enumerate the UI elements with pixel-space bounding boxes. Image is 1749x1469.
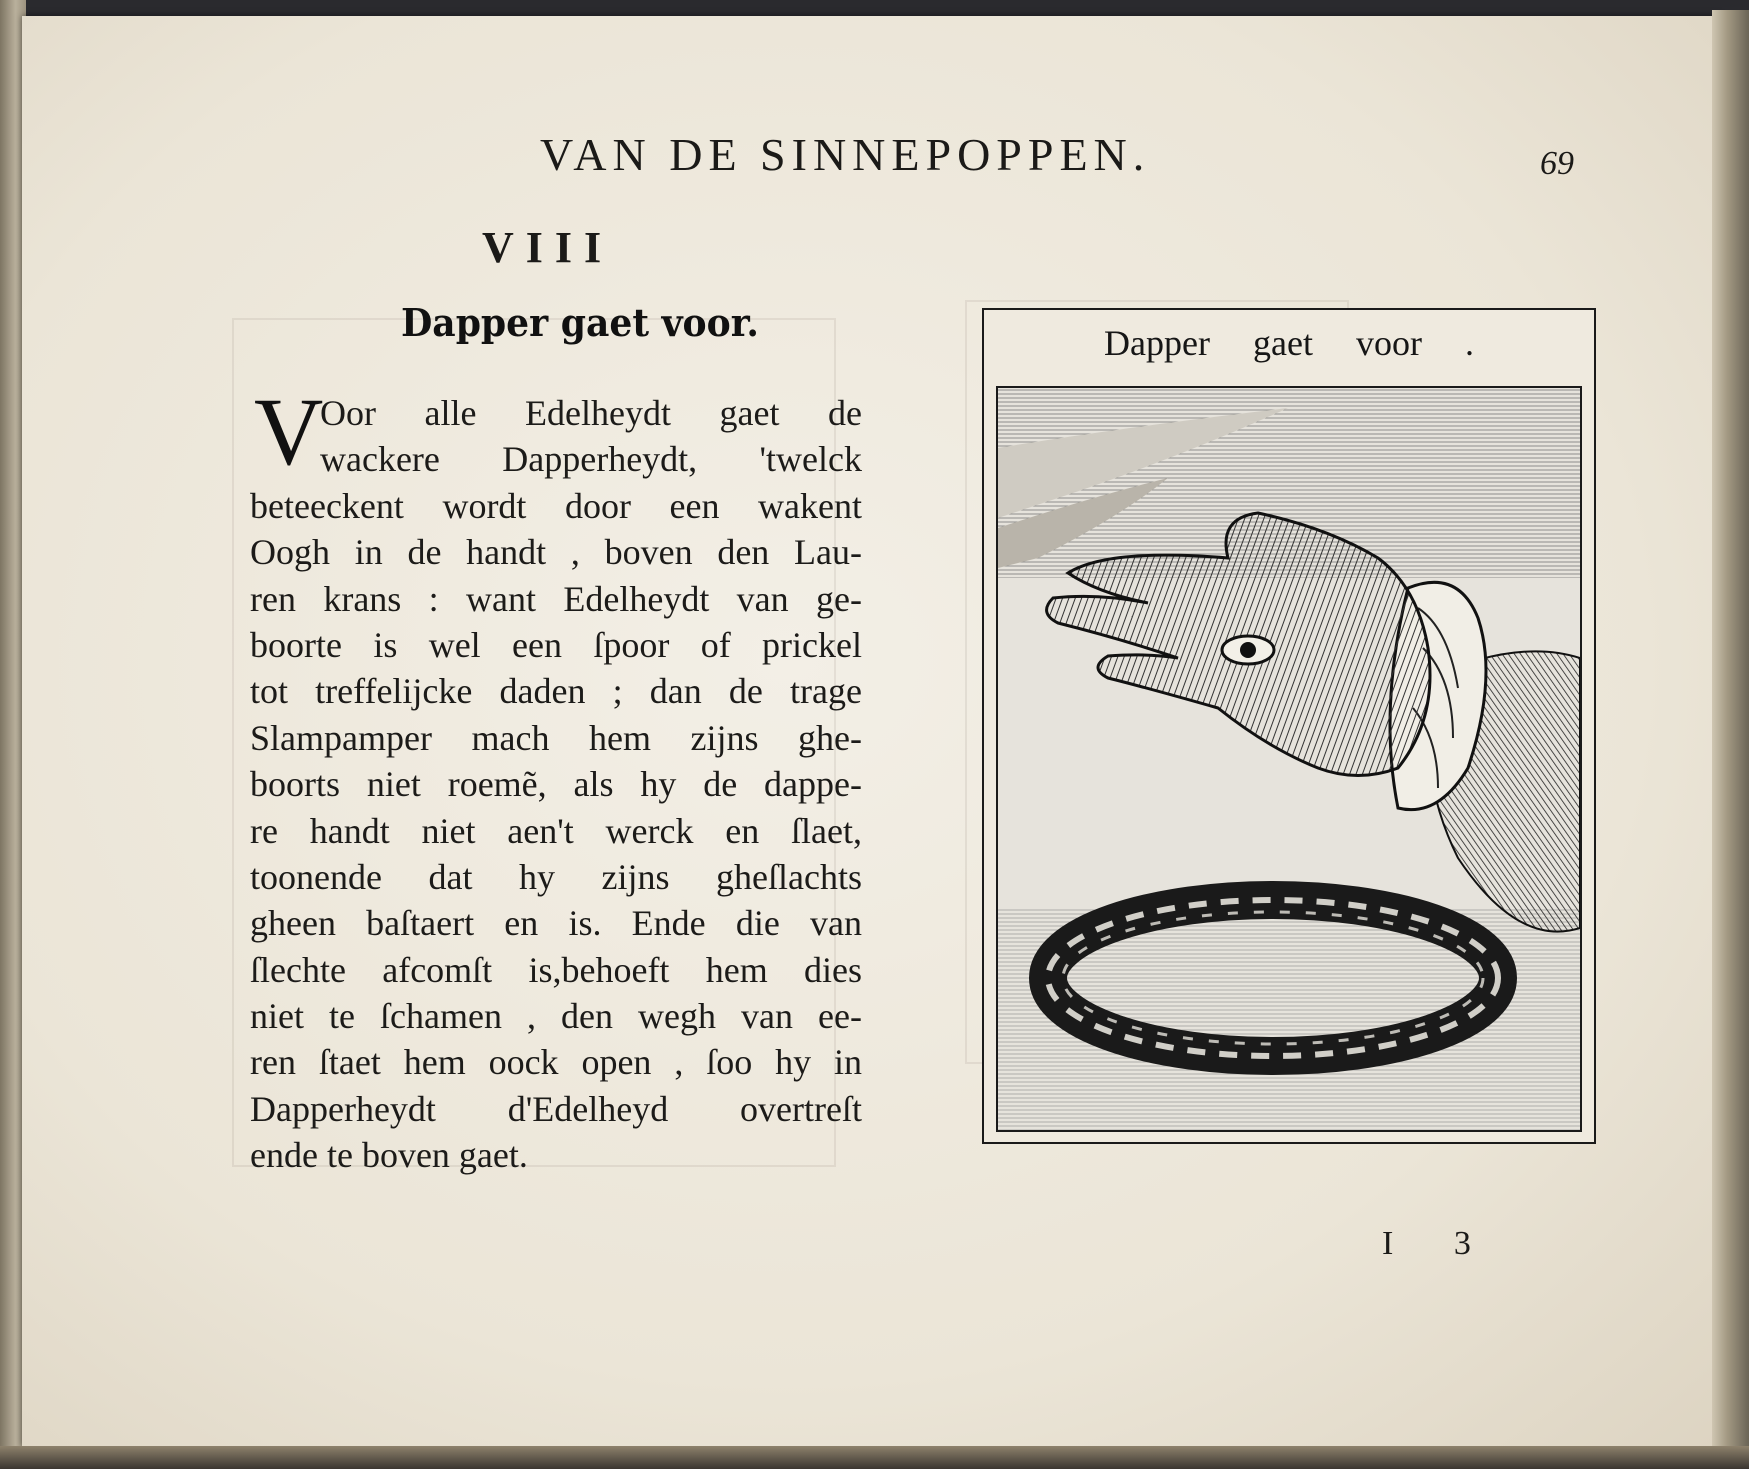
page-number: 69 — [1540, 145, 1574, 182]
section-number: VIII — [482, 223, 614, 272]
text-line: gheen baſtaert en is. Ende die van — [250, 903, 862, 944]
emblem-frame — [982, 308, 1596, 1144]
text-line: Dapperheydt d'Edelheyd overtreſt — [250, 1088, 862, 1129]
text-line: wackere Dapperheydt, 'twelck — [320, 439, 862, 480]
text-line: toonende dat hy zijns gheſlachts — [250, 856, 862, 897]
text-line: ende te boven gaet. — [250, 1135, 528, 1176]
text-line: ren krans : want Edelheydt van ge- — [250, 578, 862, 619]
signature-mark: I 3 — [1382, 1225, 1497, 1262]
text-line: ſlechte afcomſt is,behoeft hem dies — [250, 949, 862, 990]
text-line: niet te ſchamen , den wegh van ee- — [250, 996, 862, 1037]
emblem-caption: Dapper gaet voor . — [1104, 323, 1474, 363]
text-line: re handt niet aen't werck en ſlaet, — [250, 810, 862, 851]
text-line: boorts niet roemẽ, als hy de dappe- — [250, 764, 862, 805]
page-edge-bottom — [0, 1446, 1749, 1469]
page-edge-right — [1712, 10, 1749, 1460]
text-line: tot treffelijcke daden ; dan de trage — [250, 671, 862, 712]
text-line: Oogh in de handt , boven den Lau- — [250, 532, 862, 573]
text-line: Slampamper mach hem zijns ghe- — [250, 717, 862, 758]
emblem-engraving — [996, 386, 1582, 1132]
text-line: beteeckent wordt door een wakent — [250, 485, 862, 526]
running-header: VAN DE SINNEPOPPEN. — [540, 129, 1151, 180]
body-text — [250, 390, 862, 1179]
motto-title: Dapper gaet voor. — [400, 300, 759, 345]
text-line: boorte is wel een ſpoor of prickel — [250, 624, 862, 665]
text-line: Oor alle Edelheydt gaet de — [320, 393, 862, 433]
drop-cap: V — [254, 378, 324, 485]
engraving-illustration — [998, 388, 1580, 1130]
text-line: ren ſtaet hem oock open , ſoo hy in — [250, 1042, 862, 1083]
